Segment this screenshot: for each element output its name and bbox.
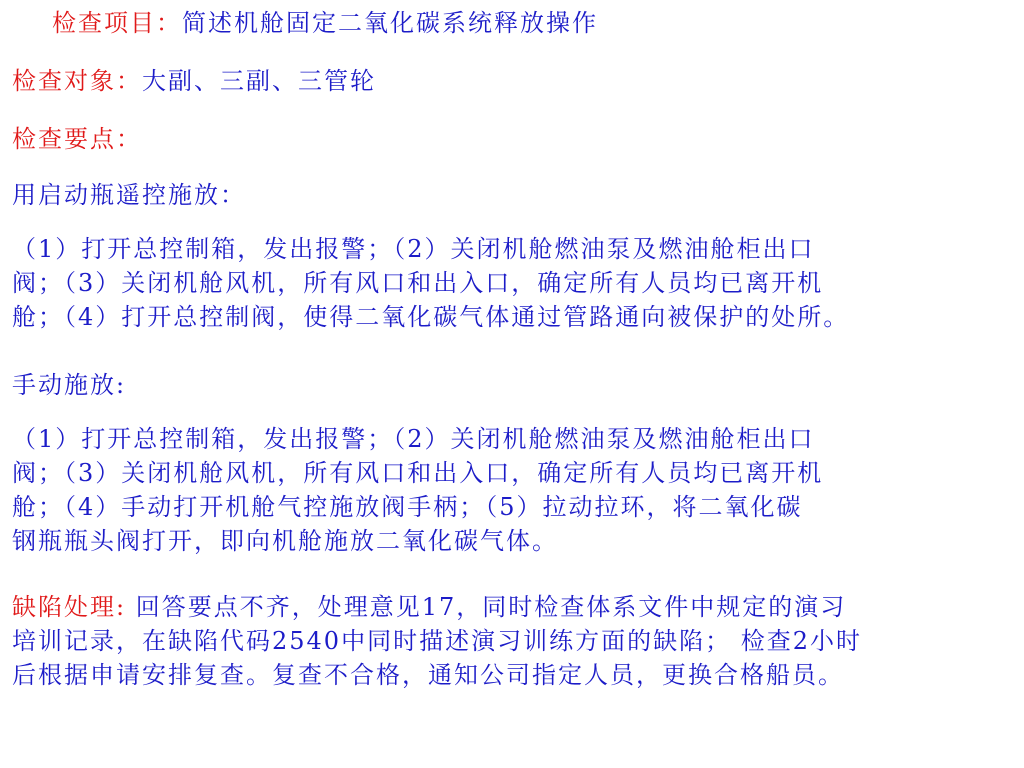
inspection-target-line (12, 64, 1020, 98)
inspection-item-value: 简述机舱固定二氧化碳系统释放操作 (182, 9, 598, 37)
remote-step-line: （1）打开总控制箱，发出报警；（2）关闭机舱燃油泵及燃油舱柜出口 (12, 235, 815, 263)
manual-release-heading: 手动施放: (12, 371, 127, 399)
remote-step-line: 阀；（3）关闭机舱风机，所有风口和出入口，确定所有人员均已离开机 (12, 269, 824, 297)
manual-step-line: 舱；（4）手动打开机舱气控施放阀手柄；（5）拉动拉环，将二氧化碳 (12, 493, 803, 521)
manual-step-line: （1）打开总控制箱，发出报警；（2）关闭机舱燃油泵及燃油舱柜出口 (12, 425, 815, 453)
inspection-points-line (12, 122, 1020, 156)
inspection-target-value: 大副、三副、三管轮 (142, 67, 376, 95)
manual-step-line: 钢瓶瓶头阀打开，即向机舱施放二氧化碳气体。 (12, 527, 558, 555)
defect-handling (12, 590, 1020, 692)
defect-text: 回答要点不齐，处理意见17，同时检查体系文件中规定的演习 (126, 593, 847, 621)
manual-step-line: 阀；（3）关闭机舱风机，所有风口和出入口，确定所有人员均已离开机 (12, 459, 824, 487)
defect-line: 培训记录，在缺陷代码2540中同时描述演习训练方面的缺陷； 检查2小时 (12, 627, 862, 655)
defect-label: 缺陷处理: (12, 593, 127, 621)
inspection-item-label: 检查项目： (52, 9, 182, 37)
manual-release-steps (12, 422, 1020, 558)
remote-release-heading: 用启动瓶遥控施放： (12, 181, 246, 209)
inspection-points-label: 检查要点： (12, 125, 142, 153)
defect-line (12, 590, 1020, 624)
remote-step-line: 舱；（4）打开总控制阀，使得二氧化碳气体通过管路通向被保护的处所。 (12, 303, 850, 331)
defect-line: 后根据申请安排复查。复查不合格，通知公司指定人员，更换合格船员。 (12, 661, 844, 689)
remote-release-steps (12, 232, 1020, 334)
inspection-item-line (52, 6, 1024, 40)
inspection-target-label: 检查对象： (12, 67, 142, 95)
